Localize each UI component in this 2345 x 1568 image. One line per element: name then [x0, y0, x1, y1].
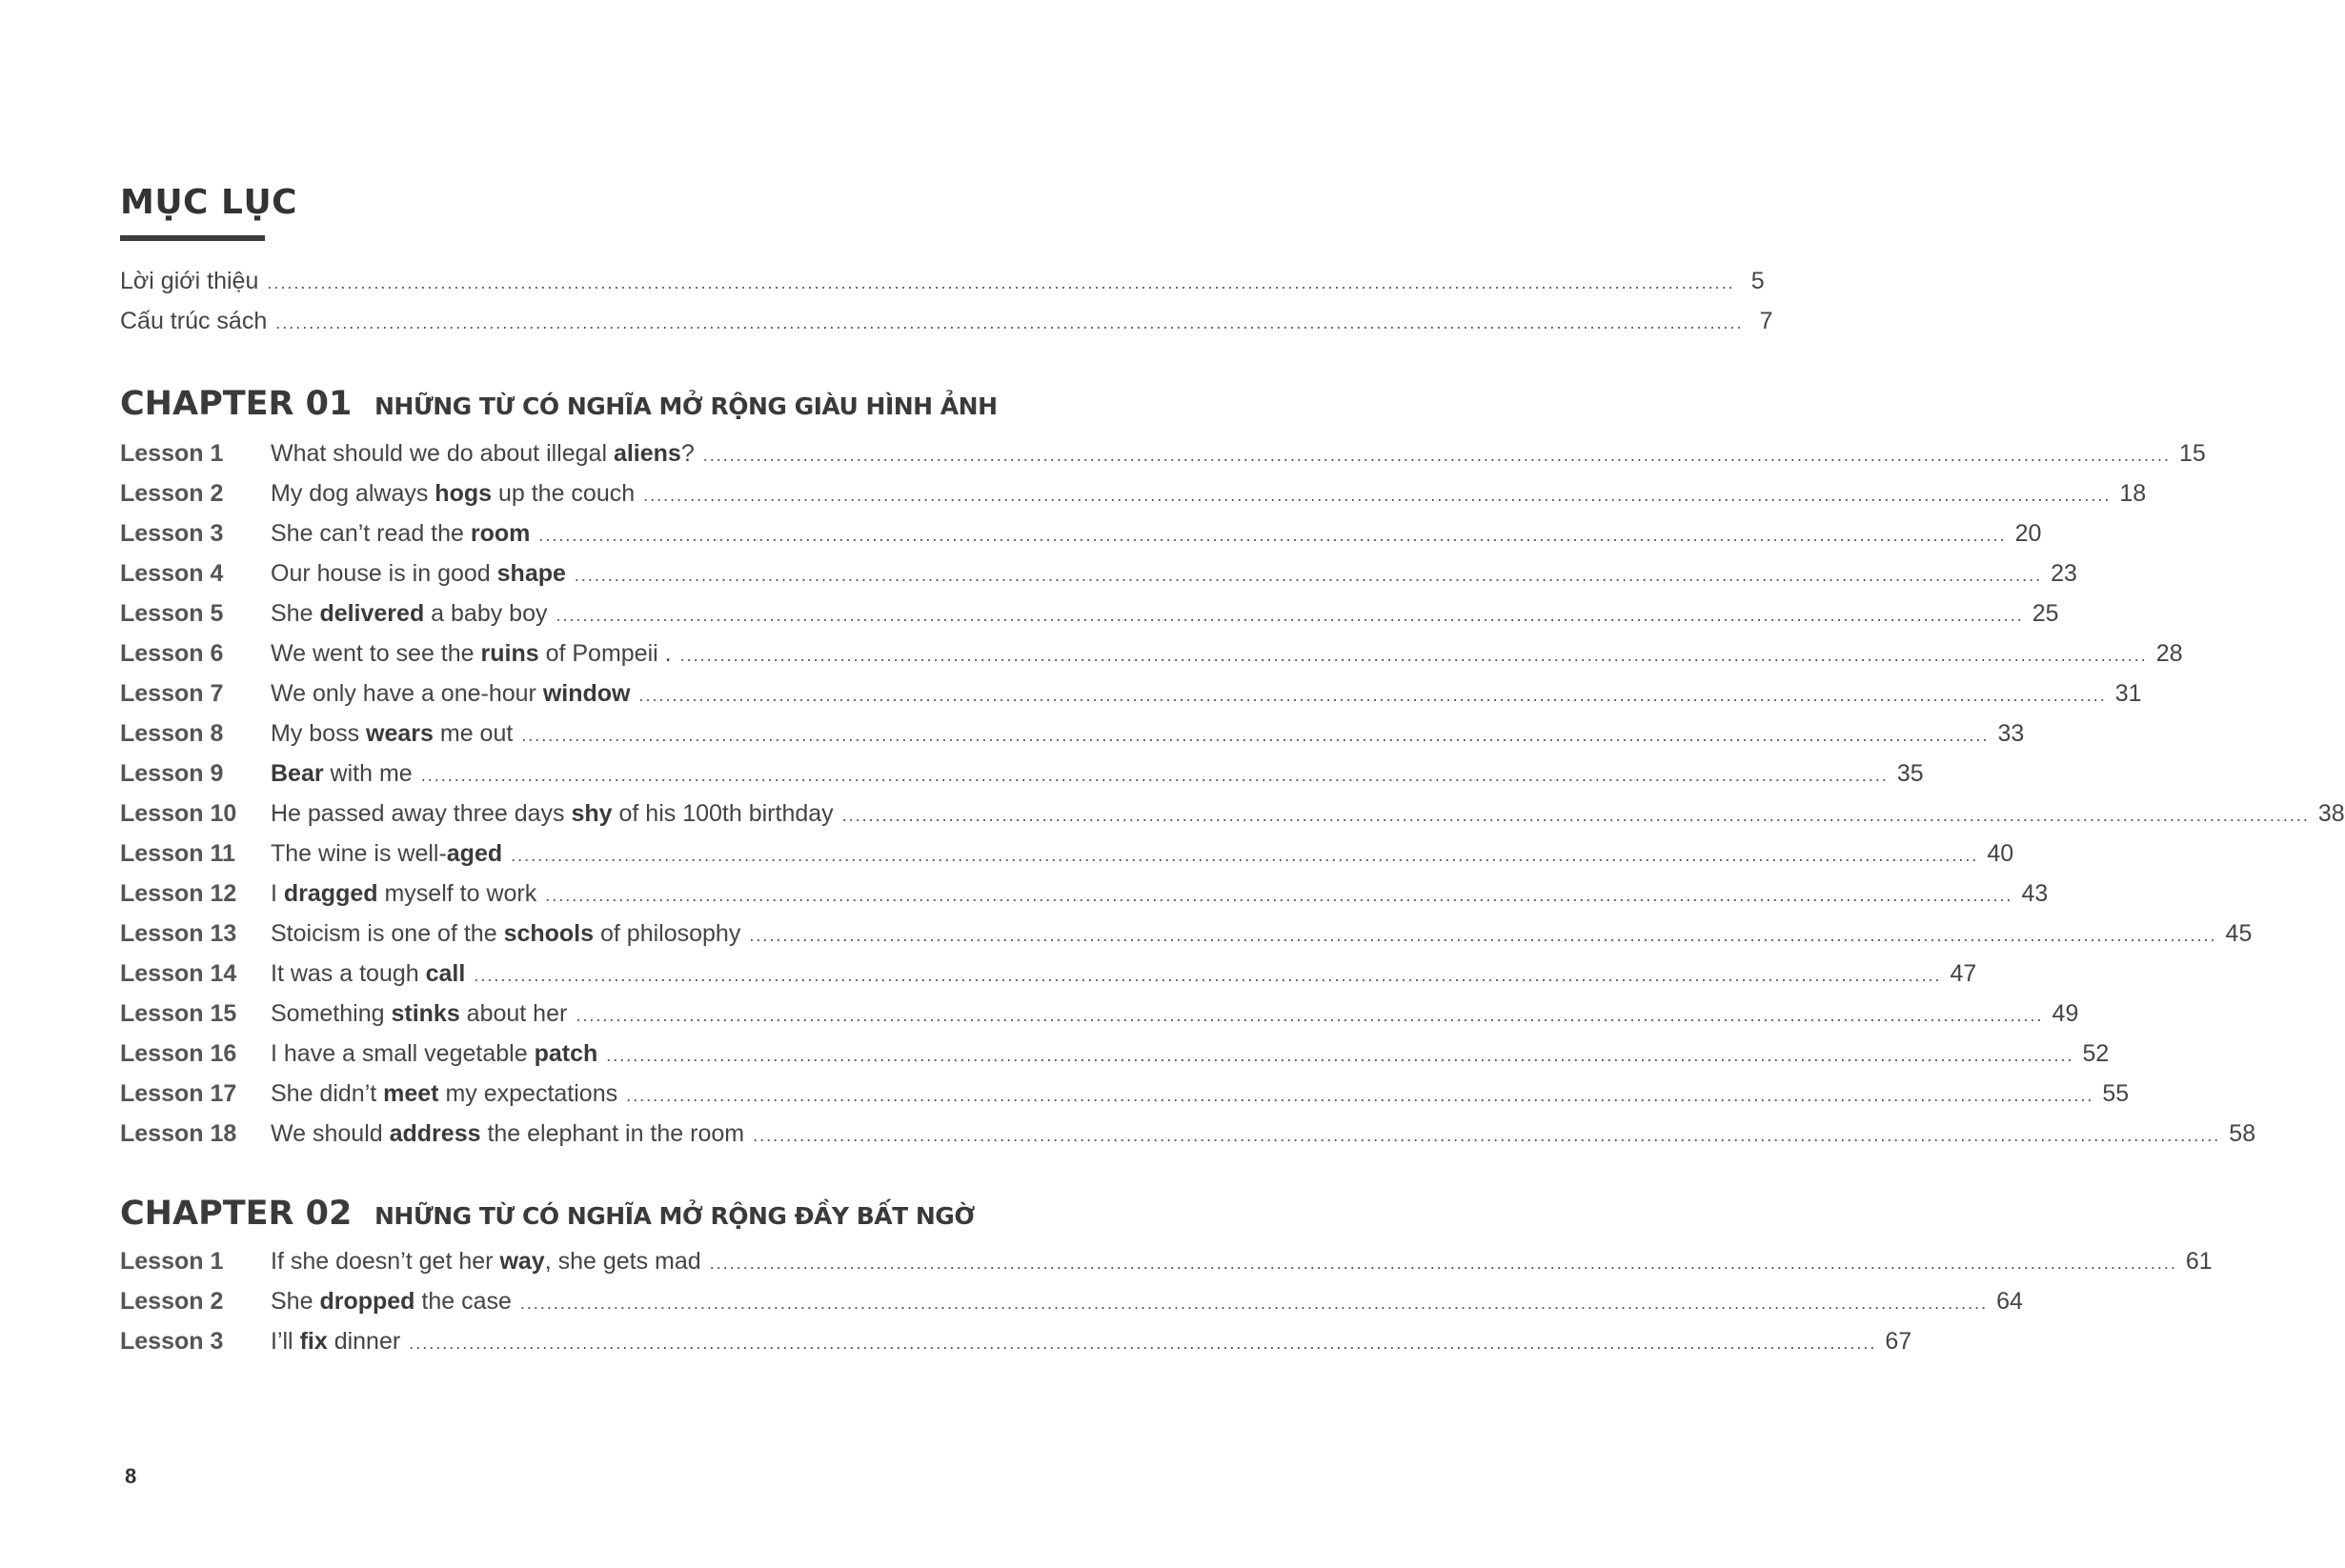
entry-title: Lời giới thiệu — [120, 268, 259, 294]
lesson-title-after: about her — [459, 1000, 568, 1027]
lesson-label: Lesson 10 — [120, 800, 237, 827]
lesson-keyword: hogs — [435, 480, 493, 507]
lesson-keyword: schools — [503, 920, 595, 947]
lesson-label: Lesson 1 — [120, 440, 224, 467]
page-number: 7 — [1759, 308, 1773, 334]
dot-leader: ............................................................................................................................................................................................................................ — [538, 526, 2007, 545]
dot-leader: ............................................................................................................................................................................................................................ — [574, 566, 2043, 585]
dot-leader: ............................................................................................................................................................................................................................ — [576, 1006, 2044, 1025]
page-number: 47 — [1950, 960, 1977, 987]
lesson-label: Lesson 7 — [120, 680, 224, 707]
page-number: 35 — [1896, 760, 1924, 787]
lesson-title — [271, 920, 740, 948]
lesson-label: Lesson 11 — [120, 840, 235, 867]
dot-leader: ............................................................................................................................................................................................................................ — [709, 1254, 2177, 1273]
page-number: 64 — [1996, 1288, 2023, 1315]
toc-lesson-entry[interactable] — [120, 1248, 2213, 1282]
lesson-keyword: stinks — [391, 1000, 460, 1027]
lesson-title-before: The wine is well- — [271, 840, 447, 867]
page-number: 18 — [2119, 480, 2147, 507]
lesson-title-before: We went to see the — [271, 640, 481, 667]
toc-lesson-entry[interactable] — [120, 640, 2183, 674]
lesson-title-after: with me — [323, 760, 413, 787]
toc-lesson-entry[interactable] — [120, 760, 1924, 794]
lesson-keyword: window — [542, 680, 631, 707]
lesson-keyword: dropped — [319, 1288, 415, 1315]
page-number: 5 — [1750, 268, 1765, 294]
lesson-title — [271, 1080, 617, 1108]
page-number: 33 — [1997, 720, 2025, 747]
lesson-keyword: call — [425, 960, 466, 987]
page-number: 40 — [1987, 840, 2014, 867]
lesson-title-after: my expectations — [438, 1080, 618, 1107]
page-number: 38 — [2317, 800, 2345, 827]
lesson-keyword: room — [470, 520, 531, 547]
dot-leader: ............................................................................................................................................................................................................................ — [638, 686, 2107, 705]
page-number: 55 — [2102, 1080, 2130, 1107]
toc-lesson-entry[interactable] — [120, 960, 1977, 995]
lesson-title — [271, 1328, 400, 1356]
lesson-title-after: of Pompeii . — [538, 640, 672, 667]
lesson-title-before: Our house is in good — [271, 560, 497, 587]
lesson-title — [271, 720, 513, 748]
lesson-label: Lesson 17 — [120, 1080, 237, 1107]
toc-lesson-entry[interactable] — [120, 600, 2059, 634]
toc-lesson-entry[interactable] — [120, 480, 2147, 514]
lesson-title-after: of his 100th birthday — [612, 800, 834, 827]
dot-leader: ............................................................................................................................................................................................................................ — [606, 1046, 2074, 1065]
lesson-title — [271, 440, 695, 468]
page-number-footer: 8 — [125, 1464, 137, 1488]
toc-lesson-entry[interactable] — [120, 680, 2142, 714]
lesson-title-before: She didn’t — [271, 1080, 384, 1107]
lesson-title-after: a baby boy — [424, 600, 548, 627]
lesson-keyword: patch — [534, 1040, 598, 1067]
lesson-label: Lesson 15 — [120, 1000, 237, 1027]
toc-lesson-entry[interactable] — [120, 720, 2025, 754]
toc-lesson-entry[interactable] — [120, 840, 2014, 874]
dot-leader: ............................................................................................................................................................................................................................ — [679, 646, 2148, 665]
toc-lesson-entry[interactable] — [120, 800, 2345, 834]
lesson-title — [271, 600, 547, 628]
lesson-title-before: She can’t read the — [271, 520, 471, 547]
lesson-title — [271, 1000, 567, 1028]
lesson-title — [271, 640, 672, 668]
lesson-keyword: shy — [571, 800, 613, 827]
dot-leader: ............................................................................................................................................................................................................................ — [749, 926, 2217, 945]
toc-lesson-entry[interactable] — [120, 1288, 2023, 1322]
title-underline — [120, 235, 265, 241]
page-number: 25 — [2032, 600, 2059, 627]
toc-lesson-entry[interactable] — [120, 1040, 2110, 1075]
page-number: 43 — [2021, 880, 2049, 907]
front-matter-entry[interactable] — [120, 308, 1773, 342]
lesson-keyword: aged — [446, 840, 503, 867]
dot-leader: ............................................................................................................................................................................................................................ — [511, 846, 1979, 865]
lesson-label: Lesson 3 — [120, 520, 224, 547]
lesson-title — [271, 960, 465, 988]
lesson-title — [271, 680, 630, 708]
page-number: 20 — [2014, 520, 2042, 547]
lesson-title — [271, 880, 536, 908]
lesson-keyword: Bear — [271, 760, 324, 787]
lesson-keyword: ruins — [480, 640, 539, 667]
lesson-title — [271, 1248, 701, 1276]
dot-leader: ............................................................................................................................................................................................................................ — [702, 446, 2171, 465]
lesson-title-before: I’ll — [271, 1328, 300, 1355]
page-number: 58 — [2229, 1120, 2256, 1147]
lesson-title-before: My dog always — [271, 480, 435, 507]
dot-leader: ............................................................................................................................................................................................................................ — [841, 806, 2310, 825]
page-number: 49 — [2052, 1000, 2079, 1027]
lesson-title-after: myself to work — [377, 880, 537, 907]
chapter-label: CHAPTER 01 — [120, 385, 353, 423]
chapter-heading — [120, 385, 998, 431]
dot-leader: ............................................................................................................................................................................................................................ — [519, 1294, 1989, 1313]
lesson-label: Lesson 12 — [120, 880, 237, 907]
lesson-title-after: of philosophy — [594, 920, 741, 947]
dot-leader: ............................................................................................................................................................................................................................ — [267, 273, 1735, 292]
dot-leader: ............................................................................................................................................................................................................................ — [420, 766, 1889, 785]
lesson-title — [271, 1040, 597, 1068]
dot-leader: ............................................................................................................................................................................................................................ — [409, 1334, 1877, 1353]
front-matter-entry[interactable] — [120, 268, 1765, 302]
page-number: 28 — [2155, 640, 2183, 667]
lesson-title-after: , she gets mad — [544, 1248, 701, 1275]
chapter-title: NHỮNG TỪ CÓ NGHĨA MỞ RỘNG ĐẦY BẤT NGỜ — [374, 1202, 975, 1230]
lesson-title-before: If she doesn’t get her — [271, 1248, 500, 1275]
lesson-title-before: I — [271, 880, 284, 907]
lesson-keyword: address — [389, 1120, 481, 1147]
lesson-title — [271, 840, 502, 868]
chapter-title: NHỮNG TỪ CÓ NGHĨA MỞ RỘNG GIÀU HÌNH ẢNH — [374, 392, 998, 420]
lesson-title-before: We only have a one-hour — [271, 680, 543, 707]
lesson-label: Lesson 16 — [120, 1040, 237, 1067]
lesson-title — [271, 520, 530, 548]
lesson-title-before: What should we do about illegal — [271, 440, 614, 467]
toc-lesson-entry[interactable] — [120, 1120, 2256, 1155]
chapter-label: CHAPTER 02 — [120, 1195, 353, 1233]
dot-leader: ............................................................................................................................................................................................................................ — [626, 1086, 2094, 1105]
lesson-label: Lesson 2 — [120, 480, 224, 507]
lesson-label: Lesson 13 — [120, 920, 237, 947]
lesson-title-before: She — [271, 600, 320, 627]
lesson-label: Lesson 8 — [120, 720, 224, 747]
lesson-keyword: shape — [496, 560, 566, 587]
lesson-title-before: We should — [271, 1120, 390, 1147]
lesson-title-before: She — [271, 1288, 320, 1315]
lesson-title-after: ? — [680, 440, 695, 467]
toc-lesson-entry[interactable] — [120, 440, 2206, 474]
dot-leader: ............................................................................................................................................................................................................................ — [556, 606, 2024, 625]
lesson-label: Lesson 9 — [120, 760, 224, 787]
lesson-title-after: the elephant in the room — [480, 1120, 745, 1147]
lesson-keyword: delivered — [319, 600, 425, 627]
lesson-title — [271, 760, 413, 788]
dot-leader: ............................................................................................................................................................................................................................ — [521, 726, 1990, 745]
lesson-label: Lesson 14 — [120, 960, 237, 987]
lesson-label: Lesson 4 — [120, 560, 224, 587]
lesson-title-before: My boss — [271, 720, 367, 747]
lesson-title-after: the case — [414, 1288, 512, 1315]
lesson-keyword: way — [499, 1248, 545, 1275]
page-number: 15 — [2178, 440, 2206, 467]
dot-leader: ............................................................................................................................................................................................................................ — [275, 313, 1744, 332]
lesson-label: Lesson 18 — [120, 1120, 237, 1147]
page-number: 31 — [2114, 680, 2142, 707]
toc-lesson-entry[interactable] — [120, 560, 2077, 594]
toc-lesson-entry[interactable] — [120, 880, 2049, 915]
lesson-keyword: wears — [366, 720, 434, 747]
lesson-title-before: Something — [271, 1000, 392, 1027]
page-title: MỤC LỤC — [120, 183, 298, 222]
lesson-title — [271, 480, 635, 508]
lesson-title — [271, 560, 566, 588]
dot-leader: ............................................................................................................................................................................................................................ — [545, 886, 2013, 905]
lesson-label: Lesson 3 — [120, 1328, 224, 1355]
lesson-title-before: Stoicism is one of the — [271, 920, 504, 947]
lesson-title-before: It was a tough — [271, 960, 426, 987]
lesson-title-before: He passed away three days — [271, 800, 572, 827]
lesson-label: Lesson 5 — [120, 600, 224, 627]
lesson-title — [271, 800, 834, 828]
toc-lesson-entry[interactable] — [120, 920, 2253, 955]
lesson-keyword: meet — [383, 1080, 439, 1107]
lesson-label: Lesson 6 — [120, 640, 224, 667]
toc-lesson-entry[interactable] — [120, 1000, 2079, 1035]
lesson-title — [271, 1120, 744, 1148]
lesson-keyword: fix — [299, 1328, 328, 1355]
lesson-keyword: aliens — [613, 440, 681, 467]
page-number: 23 — [2051, 560, 2077, 587]
toc-lesson-entry[interactable] — [120, 1328, 1912, 1362]
lesson-label: Lesson 1 — [120, 1248, 224, 1275]
lesson-keyword: dragged — [283, 880, 378, 907]
lesson-title-after: up the couch — [492, 480, 636, 507]
page-number: 52 — [2082, 1040, 2110, 1067]
toc-lesson-entry[interactable] — [120, 520, 2042, 554]
lesson-title-after: dinner — [327, 1328, 401, 1355]
lesson-label: Lesson 2 — [120, 1288, 224, 1315]
chapter-heading — [120, 1195, 975, 1240]
page-number: 45 — [2225, 920, 2253, 947]
page-number: 61 — [2185, 1248, 2213, 1275]
dot-leader: ............................................................................................................................................................................................................................ — [474, 966, 1942, 985]
entry-title: Cấu trúc sách — [120, 308, 268, 334]
lesson-title-before: I have a small vegetable — [271, 1040, 535, 1067]
lesson-title-after: me out — [433, 720, 514, 747]
lesson-title — [271, 1288, 512, 1316]
toc-lesson-entry[interactable] — [120, 1080, 2130, 1115]
page-number: 67 — [1885, 1328, 1912, 1355]
dot-leader: ............................................................................................................................................................................................................................ — [643, 486, 2112, 505]
dot-leader: ............................................................................................................................................................................................................................ — [753, 1126, 2221, 1145]
